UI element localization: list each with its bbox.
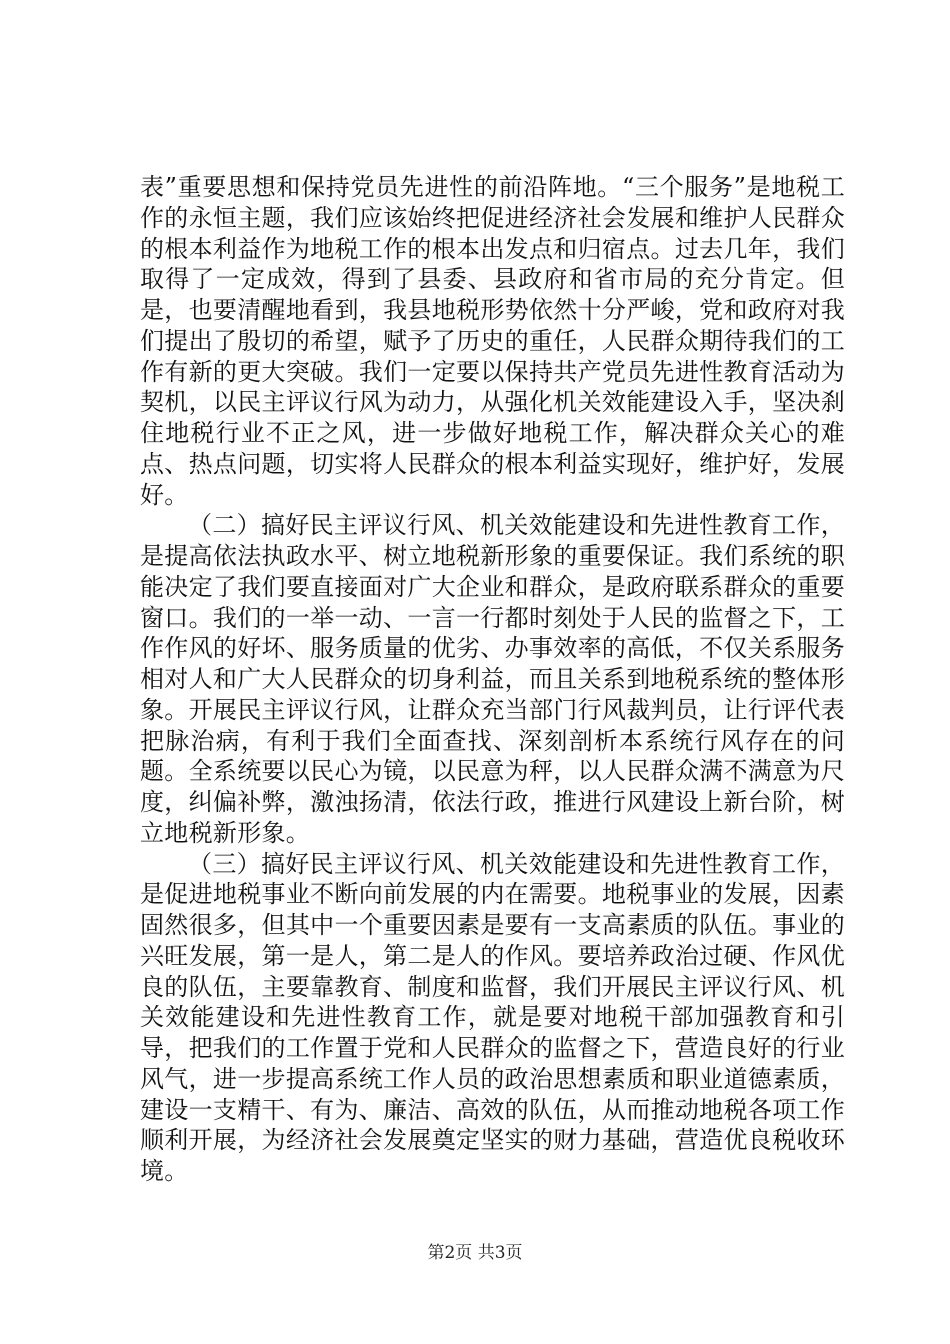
page-footer — [0, 1243, 950, 1263]
paragraph-continuation: 表”重要思想和保持党员先进性的前沿阵地。“三个服务”是地税工作的永恒主题，我们应该始终把促进经济社会发展和维护人民群众的根本利益作为地税工作的根本出发点和归宿点。过去几年，我们取得了一定成效，得到了县委、县政府和省市局的充分肯定。但是，也要清醒地看到，我县地税形势依然十分严峻，党和政府对我们提出了殷切的希望，赋予了历史的重任，人民群众期待我们的工作有新的更大突破。我们一定要以保持共产党员先进性教育活动为契机，以民主评议行风为动力，从强化机关效能建设入手，坚决刹住地税行业不正之风，进一步做好地税工作，解决群众关心的难点、热点问题，切实将人民群众的根本利益实现好，维护好，发展好。 — [140, 173, 845, 509]
paragraph-section-two: （二）搞好民主评议行风、机关效能建设和先进性教育工作，是提高依法执政水平、树立地税新形象的重要保证。我们系统的职能决定了我们要直接面对广大企业和群众，是政府联系群众的重要窗口。我们的一举一动、一言一行都时刻处于人民的监督之下，工作作风的好坏、服务质量的优劣、办事效率的高低，不仅关系服务相对人和广大人民群众的切身利益，而且关系到地税系统的整体形象。开展民主评议行风，让群众充当部门行风裁判员，让行评代表把脉治病，有利于我们全面查找、深刻剖析本系统行风存在的问题。全系统要以民心为镜，以民意为秤，以人民群众满不满意为尺度，纠偏补弊，激浊扬清，依法行政，推进行风建设上新台阶，树立地税新形象。 — [140, 511, 845, 847]
paragraph-section-three: （三）搞好民主评议行风、机关效能建设和先进性教育工作，是促进地税事业不断向前发展的内在需要。地税事业的发展，因素固然很多，但其中一个重要因素是要有一支高素质的队伍。事业的兴旺发展，第一是人，第二是人的作风。要培养政治过硬、作风优良的队伍，主要靠教育、制度和监督，我们开展民主评议行风、机关效能建设和先进性教育工作，就是要对地税干部加强教育和引导，把我们的工作置于党和人民群众的监督之下，营造良好的行业风气，进一步提高系统工作人员的政治思想素质和职业道德素质，建设一支精干、有为、廉洁、高效的队伍，从而推动地税各项工作顺利开展，为经济社会发展奠定坚实的财力基础，营造优良税收环境。 — [140, 849, 845, 1185]
page-number-indicator: 第2页 共3页 — [427, 1243, 523, 1263]
document-body — [140, 172, 845, 1187]
